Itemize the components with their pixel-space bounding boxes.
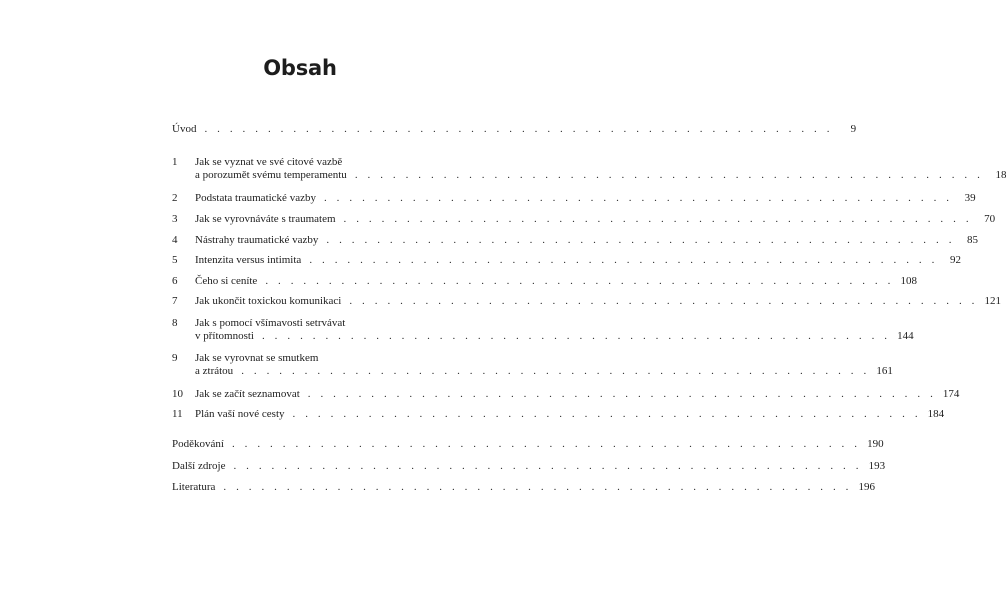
entry-title-line: Literatura bbox=[172, 481, 216, 493]
dot-leader: . . . . . . . . . . . . . . . . . . . . . . . . . . . . . . . . . . . . . . . . . . . . . . . . . . bbox=[307, 388, 937, 400]
entry-title-line: a ztrátou bbox=[195, 365, 234, 377]
page-number: 121 bbox=[984, 295, 1001, 307]
entry-title-line: Další zdroje bbox=[172, 460, 226, 472]
page-number: 85 bbox=[967, 234, 979, 246]
entry-title-line: Plán vaší nové cesty bbox=[195, 408, 285, 420]
entry-title-line: Poděkování bbox=[172, 438, 224, 450]
dot-leader: . . . . . . . . . . . . . . . . . . . . . . . . . . . . . . . . . . . . . . . . . . . . . . . . . . bbox=[265, 275, 894, 287]
entry-title-line: Podstata traumatické vazby bbox=[195, 192, 316, 204]
dot-leader: . . . . . . . . . . . . . . . . . . . . . . . . . . . . . . . . . . . . . . . . . . . . . . . . . . bbox=[292, 408, 922, 420]
entry-title-line: Nástrahy traumatické vazby bbox=[195, 234, 319, 246]
page-title: Obsah bbox=[263, 56, 337, 80]
chapter-number: 5 bbox=[172, 254, 178, 266]
chapter-number: 4 bbox=[172, 234, 178, 246]
dot-leader: . . . . . . . . . . . . . . . . . . . . . . . . . . . . . . . . . . . . . . . . . . . . . . . . . . bbox=[326, 234, 956, 246]
entry-title-line: Čeho si ceníte bbox=[195, 275, 258, 287]
page-number: 9 bbox=[850, 123, 857, 135]
page-number: 108 bbox=[900, 275, 917, 287]
table-of-contents bbox=[172, 0, 1006, 600]
entry-title-line: Jak se vyrovnáváte s traumatem bbox=[195, 213, 336, 225]
page-number: 196 bbox=[858, 481, 876, 493]
entry-title-line: Jak s pomocí všímavosti setrvávat bbox=[195, 317, 346, 329]
entry-title-line: Jak ukončit toxickou komunikaci bbox=[195, 295, 342, 307]
dot-leader: . . . . . . . . . . . . . . . . . . . . . . . . . . . . . . . . . . . . . . . . . . . . . . . . . . bbox=[223, 481, 853, 493]
dot-leader: . . . . . . . . . . . . . . . . . . . . . . . . . . . . . . . . . . . . . . . . . . . . . . . . . . bbox=[233, 460, 863, 472]
entry-title-line: Jak se začít seznamovat bbox=[195, 388, 300, 400]
chapter-number: 2 bbox=[172, 192, 178, 204]
dot-leader: . . . . . . . . . . . . . . . . . . . . . . . . . . . . . . . . . . . . . . . . . . . . . . . . . . bbox=[354, 169, 984, 181]
entry-title-line: Jak se vyrovnat se smutkem bbox=[195, 352, 319, 364]
entry-title-line: v přítomnosti bbox=[195, 330, 254, 342]
page-number: 70 bbox=[984, 213, 996, 225]
entry-title-line: Intenzita versus intimita bbox=[195, 254, 302, 266]
dot-leader: . . . . . . . . . . . . . . . . . . . . . . . . . . . . . . . . . . . . . . . . . . . . . . . . . . bbox=[349, 295, 978, 307]
entry-title-line: a porozumět svému temperamentu bbox=[195, 169, 347, 181]
chapter-number: 8 bbox=[172, 317, 178, 329]
entry-title-line: Jak se vyznat ve své citové vazbě bbox=[195, 156, 343, 168]
dot-leader: . . . . . . . . . . . . . . . . . . . . . . . . . . . . . . . . . . . . . . . . . . . . . . . . . . bbox=[231, 438, 861, 450]
chapter-number: 1 bbox=[172, 156, 178, 168]
page-number: 174 bbox=[942, 388, 960, 400]
chapter-number: 3 bbox=[172, 213, 178, 225]
page-number: 144 bbox=[897, 330, 914, 342]
dot-leader: . . . . . . . . . . . . . . . . . . . . . . . . . . . . . . . . . . . . . . . . . . . . . . . . . . bbox=[241, 365, 870, 377]
dot-leader: . . . . . . . . . . . . . . . . . . . . . . . . . . . . . . . . . . . . . . . . . . . . . . . . . . bbox=[343, 213, 973, 225]
page-number: 92 bbox=[949, 254, 961, 266]
page-number: 161 bbox=[876, 365, 893, 377]
dot-leader: . . . . . . . . . . . . . . . . . . . . . . . . . . . . . . . . . . . . . . . . . . . . . . . . . . bbox=[323, 192, 953, 204]
dot-leader: . . . . . . . . . . . . . . . . . . . . . . . . . . . . . . . . . . . . . . . . . . . . . . . . . . bbox=[204, 123, 834, 135]
page-number: 184 bbox=[927, 408, 945, 420]
page-number: 193 bbox=[868, 460, 886, 472]
entry-title-line: Úvod bbox=[172, 123, 197, 135]
dot-leader: . . . . . . . . . . . . . . . . . . . . . . . . . . . . . . . . . . . . . . . . . . . . . . . . . . bbox=[261, 330, 891, 342]
chapter-number: 9 bbox=[172, 352, 178, 364]
chapter-number: 11 bbox=[172, 408, 183, 420]
chapter-number: 6 bbox=[172, 275, 178, 287]
page-number: 18 bbox=[995, 169, 1006, 181]
chapter-number: 10 bbox=[172, 388, 183, 400]
dot-leader: . . . . . . . . . . . . . . . . . . . . . . . . . . . . . . . . . . . . . . . . . . . . . . . . . . bbox=[309, 254, 938, 266]
page-number: 39 bbox=[964, 192, 976, 204]
chapter-number: 7 bbox=[172, 295, 178, 307]
page-number: 190 bbox=[867, 438, 884, 450]
